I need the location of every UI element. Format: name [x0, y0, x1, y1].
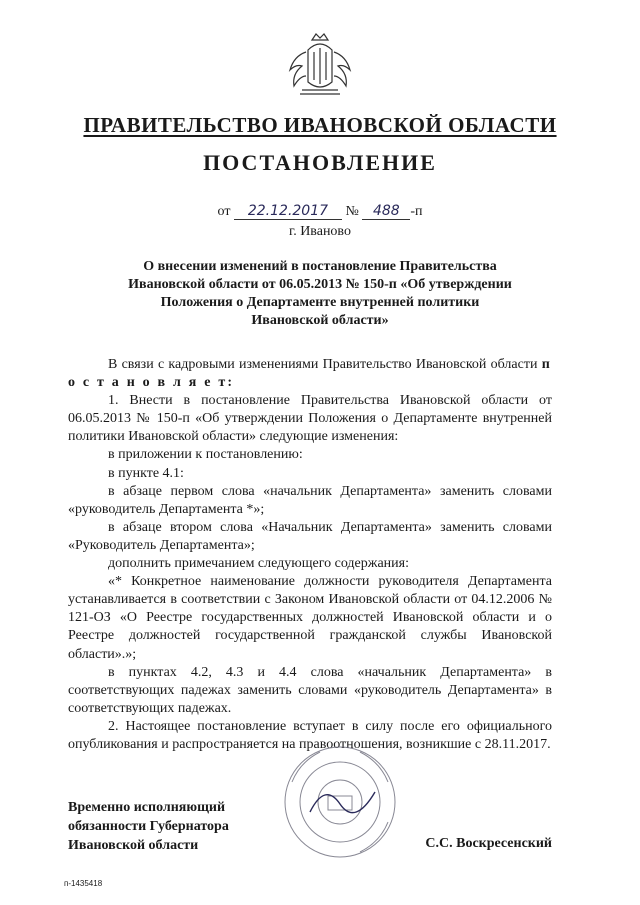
date-number-line [0, 203, 640, 220]
handwritten-date: 22.12.2017 [234, 203, 342, 220]
paragraph: в приложении к постановлению: [108, 447, 303, 463]
signatory-line: Ивановской области [68, 838, 199, 853]
paragraph: 2. Настоящее постановление вступает в силу после его официального опубликования и распространяется на правоотношения, возникшие с 28.11.2017. [68, 718, 552, 752]
subject-line: Ивановской области от 06.05.2013 № 150-п «Об утверждении [128, 277, 512, 292]
coat-of-arms-icon [282, 30, 358, 100]
paragraph: 1. Внести в постановление Правительства Ивановской области от 06.05.2013 № 150-п «Об утверждении Положения о Департаменте внутренней политики Ивановской области» следующие изменения: [68, 393, 552, 445]
note-paragraph: «* Конкретное наименование должности руководителя Департамента устанавливается в соответствии с Законом Ивановской области от 04.12.2006 № 121-ОЗ «О Реестре государственных должностей Ивановской области и о Реестре должностей государственной гражданской службы Ивановской области».»; [68, 574, 552, 662]
number-suffix: -п [410, 204, 423, 219]
government-name: ПРАВИТЕЛЬСТВО ИВАНОВСКОЙ ОБЛАСТИ [83, 113, 557, 137]
document-body [68, 356, 552, 754]
subject-line: О внесении изменений в постановление Правительства [143, 259, 497, 274]
paragraph: в абзаце первом слова «начальник Департамента» заменить словами «руководитель Департамента *»; [68, 483, 552, 517]
signatory-line: обязанности Губернатора [68, 819, 229, 834]
subject-line: Ивановской области» [251, 313, 389, 328]
intro-paragraph [68, 356, 552, 392]
document-code: п-1435418 [64, 879, 103, 888]
signatory-name: С.С. Воскресенский [425, 836, 552, 851]
paragraph: дополнить примечанием следующего содержания: [108, 556, 409, 572]
document-type: ПОСТАНОВЛЕНИЕ [203, 150, 437, 175]
from-label: от [217, 204, 231, 219]
paragraph: в пунктах 4.2, 4.3 и 4.4 слова «начальник Департамента» в соответствующих падежах заменить словами «руководитель Департамента» в соответствующих падежах. [68, 664, 552, 716]
paragraph: в абзаце втором слова «Начальник Департамента» заменить словами «Руководитель Департамента»; [68, 519, 552, 553]
paragraph: в пункте 4.1: [108, 465, 184, 481]
number-label: № [345, 204, 359, 219]
subject-line: Положения о Департаменте внутренней политики [160, 295, 480, 310]
intro-text: В связи с кадровыми изменениями Правительство Ивановской области [108, 357, 538, 372]
handwritten-number: 488 [362, 203, 410, 220]
official-stamp-icon [280, 742, 400, 862]
signatory-line: Временно исполняющий [68, 800, 226, 815]
signatory-title [68, 798, 229, 855]
subject-heading [100, 258, 540, 330]
decree-word: п о с т а н о в л я е т: [68, 357, 553, 391]
city: г. Иваново [289, 224, 351, 239]
